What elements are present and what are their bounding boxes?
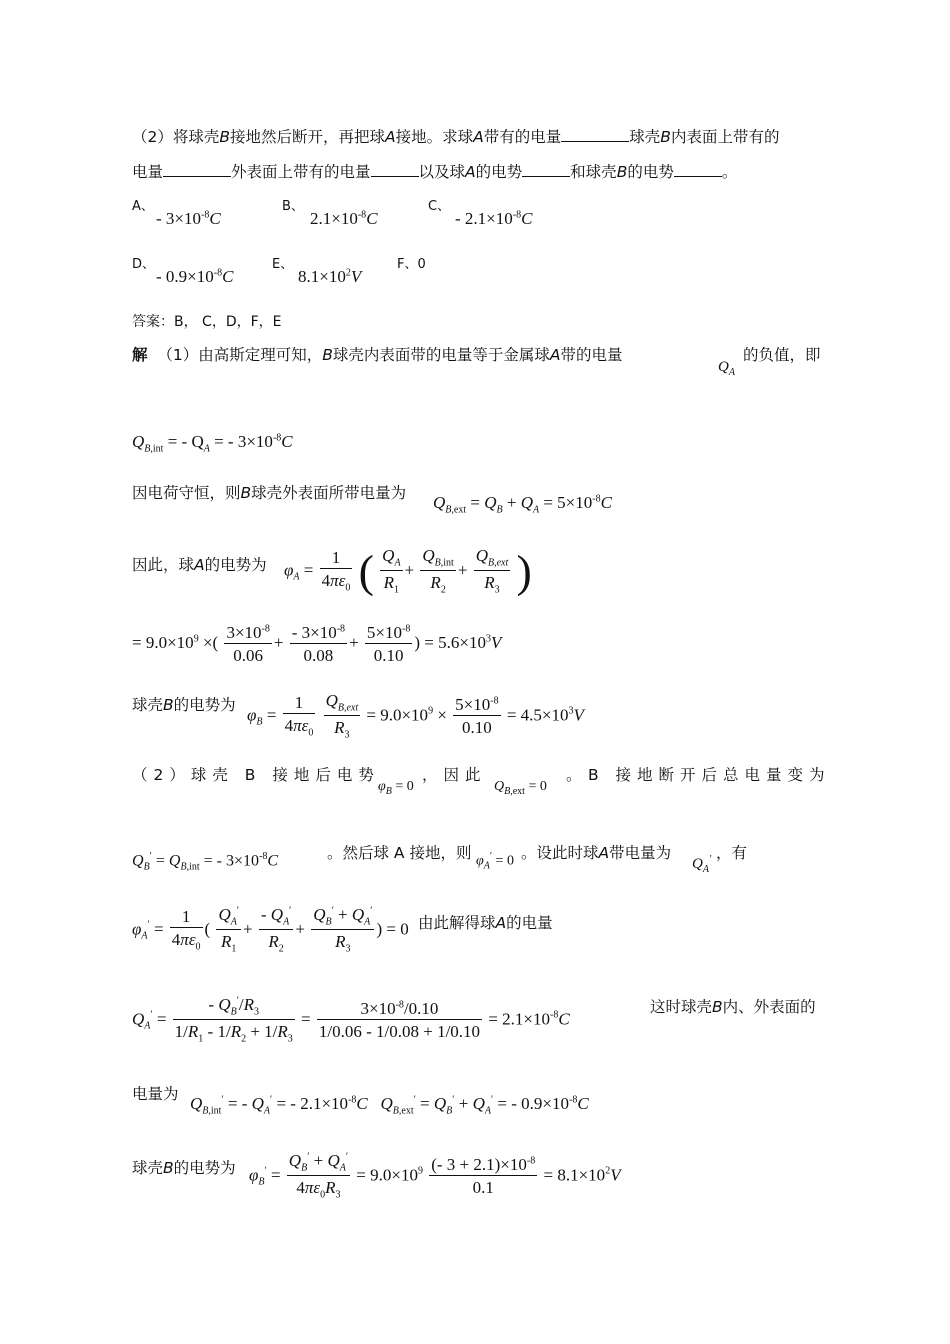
answer-blank: [522, 163, 570, 177]
answer-blank: [163, 163, 231, 177]
solution-line-6: [521, 846, 671, 862]
solution-line-8: [650, 1000, 816, 1016]
math-qa-prime: $Q_A'$: [692, 854, 712, 875]
option-f: F、0: [397, 257, 426, 272]
text: ，因此: [422, 766, 487, 784]
text: 这时球壳: [650, 998, 713, 1016]
option-a-value: - $3\times 10^{-8}C$: [156, 209, 221, 228]
text: A: [598, 844, 610, 862]
solution-line-10: [132, 1161, 236, 1177]
question-line-1: [132, 128, 779, 146]
text: （2）球壳 B 接地后电势: [132, 766, 380, 784]
text: 和球壳: [570, 163, 617, 181]
text: 的电量: [506, 914, 553, 932]
text: 的负值，即: [743, 346, 821, 364]
option-c-label: C、: [428, 199, 451, 214]
solution-line-7: [418, 916, 553, 932]
option-b-label: B、: [282, 199, 304, 214]
text: 球壳内表面带的电量等于金属球: [332, 346, 550, 364]
text: 电量: [132, 163, 164, 181]
text: 由此解得球: [418, 914, 496, 932]
option-b-value: $2.1\times 10^{-8}C$: [310, 209, 378, 228]
text: 。设此时球: [521, 844, 599, 862]
text: A: [473, 128, 484, 146]
solution-line-2: [132, 486, 406, 502]
math-qa: $Q_A$: [718, 359, 735, 378]
text: 。然后球 A 接地，则: [327, 844, 472, 862]
text: 。: [721, 163, 738, 181]
text: 的电势为: [204, 556, 267, 574]
text: 带有的电量: [483, 128, 562, 146]
text: 外表面上带有的电量: [231, 163, 371, 181]
equation-phia-prime: $\varphi_A'$ = $\frac{1}{4\pi\varepsilon_0}$ ( $\frac{Q_A'}{R_1}$ + $\frac{- Q_A'}{R_2}$ + $\frac{Q_B' + Q_A'}{R_3}$ ) = 0: [132, 905, 409, 955]
answer-blank: [674, 163, 722, 177]
answer-blank: [371, 163, 419, 177]
text: B: [712, 998, 723, 1016]
text: 球壳外表面所带电量为: [251, 484, 407, 502]
equation-phi-a: $\varphi_A$ = $\frac{1}{4\pi\varepsilon_0}$ ( $\frac{Q_A}{R_1}$ + $\frac{Q_{B,int}}{R_2}$ + $\frac{Q_{B,ext}}{R_3}$ ): [284, 545, 532, 597]
math-phib-zero: $\varphi_B = 0$: [378, 779, 414, 797]
text: 球壳: [132, 1159, 164, 1177]
equation-qb-ext: $Q_{B,ext} = Q_B + Q_A = 5\times 10^{-8}C$: [433, 493, 612, 516]
text: 带电量为: [609, 844, 672, 862]
text: A: [194, 556, 205, 574]
text: 接地。求球: [395, 128, 474, 146]
question-line-2: [132, 163, 737, 181]
text: 因此，球: [132, 556, 195, 574]
solution-line-3: [132, 558, 267, 574]
text: （2）将球壳: [132, 128, 220, 146]
text: A: [549, 346, 561, 364]
option-a-label: A、: [132, 199, 154, 214]
solution-line-1: [132, 348, 623, 364]
equation-phi-a-numeric: = $9.0\times 10^9$ ×( $\frac{3\times 10^{-8}}{0.06}$ + $\frac{- 3\times 10^{-8}}{0.08}$ + $\frac{5\times 10^{-8}}{0.10}$ ) = $5.6\times 10^3V$: [132, 623, 502, 665]
option-e-label: E、: [272, 257, 294, 272]
equation-phi-b: $\varphi_B$ = $\frac{1}{4\pi\varepsilon_0}$ $\frac{Q_{B,ext}}{R_3}$ = $9.0\times 10^9$ × $\frac{5\times 10^{-8}}{0.10}$ = $4.5\times 10^3V$: [247, 691, 584, 741]
equation-qa-prime: $Q_A'$ = $\frac{- Q_B'/R_3}{1/R_1 - 1/R_2 + 1/R_3}$ = $\frac{3\times 10^{-8}/0.10}{1/0.06 - 1/0.08 + 1/0.10}$ = $2.1\times 10^{-8}C$: [132, 995, 570, 1045]
equation-qb-prime: $Q_B' = Q_{B,int}$ = - $3\times 10^{-8}C$: [132, 851, 279, 873]
text: B: [322, 346, 333, 364]
option-e-value: $8.1\times 10^2V$: [298, 267, 362, 286]
text: 以及球: [418, 163, 466, 181]
math-qbext-zero: $Q_{B,ext} = 0$: [494, 779, 547, 797]
text: 的电势为: [173, 1159, 236, 1177]
text: B: [616, 163, 628, 181]
solution-line-4: [132, 698, 236, 714]
text: 球壳: [132, 696, 164, 714]
text: A: [495, 914, 507, 932]
solution-head: 解: [132, 346, 148, 364]
text: 的电势: [475, 163, 523, 181]
option-c-value: - $2.1\times 10^{-8}C$: [455, 209, 533, 228]
option-d-label: D、: [132, 257, 156, 272]
solution-line-5: [132, 768, 380, 784]
text: 因电荷守恒，则: [132, 484, 241, 502]
text: B: [163, 696, 174, 714]
text: 内、外表面的: [722, 998, 816, 1016]
text: B 接地断开后总电量变为: [588, 766, 831, 784]
text: A: [385, 128, 396, 146]
text: B: [660, 128, 671, 146]
text: A: [465, 163, 476, 181]
equation-phib-prime: $\varphi_B'$ = $\frac{Q_B' + Q_A'}{4\pi\varepsilon_0R_3}$ = $9.0\times 10^9$ $\frac{(- 3 + 2.1)\times 10^{-8}}{0.1}$ = $8.1\times 10^2V$: [249, 1151, 621, 1201]
equation-qb-int: $Q_{B,int}$ = - $Q_A$ = - $3\times 10^{-8}C$: [132, 432, 293, 455]
text: 的电势为: [173, 696, 236, 714]
math-phia-prime-zero: $\varphi_A' = 0$: [476, 851, 514, 872]
text: 接地然后断开，再把球: [230, 128, 386, 146]
text: B: [219, 128, 231, 146]
answer-line: 答案：B， C，D，F，E: [132, 314, 282, 330]
equation-surface-charges: $Q_{B,int}'$ = - $Q_A'$ = - $2.1\times 10^{-8}C$ $Q_{B,ext}' = Q_B' + Q_A'$ = - $0.9\times 10^{-8}C$: [190, 1094, 589, 1117]
text: （1）由高斯定理可知，: [157, 346, 323, 364]
text: 的电势: [627, 163, 674, 181]
text: 电量为: [132, 1085, 179, 1103]
text: 内表面上带有的: [670, 128, 780, 146]
option-d-value: - $0.9\times 10^{-8}C$: [156, 267, 234, 286]
text: 球壳: [629, 128, 661, 146]
text: ，有: [716, 844, 748, 862]
answer-blank: [561, 128, 629, 142]
text: B: [163, 1159, 174, 1177]
text: 带的电量: [560, 346, 623, 364]
text: 。: [566, 766, 582, 784]
text: B: [240, 484, 252, 502]
